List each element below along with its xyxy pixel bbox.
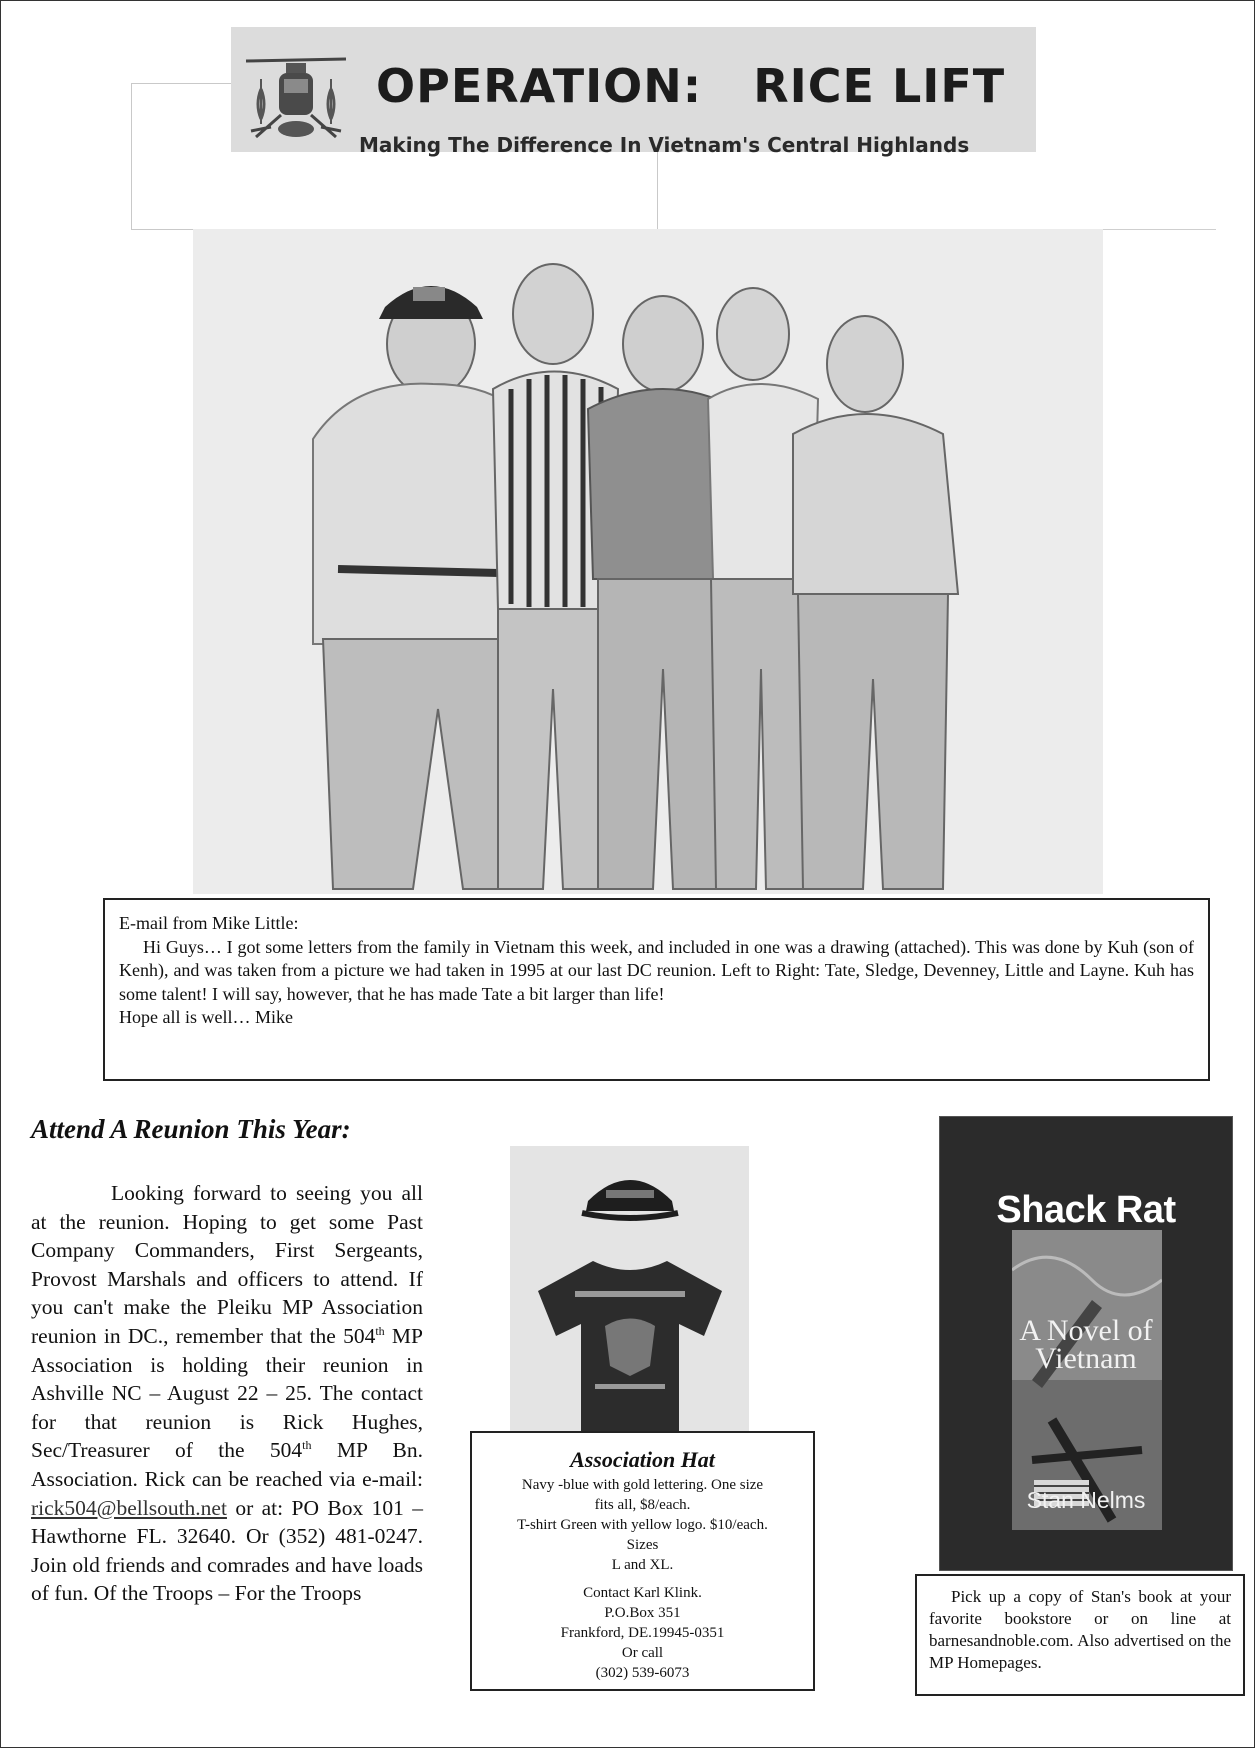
reunion-email-link[interactable]: rick504@bellsouth.net bbox=[31, 1495, 227, 1520]
book-caption-box: Pick up a copy of Stan's book at your favorite bookstore or on line at barnesandnoble.com. Also advertised on the MP Homepages. bbox=[915, 1574, 1245, 1696]
book-subtitle bbox=[940, 1314, 1232, 1375]
hat-line-3: T-shirt Green with yellow logo. $10/each. bbox=[517, 1517, 768, 1533]
book-author: Stan Nelms bbox=[1026, 1487, 1146, 1513]
email-heading: E-mail from Mike Little: bbox=[119, 913, 299, 933]
newsletter-title: OPERATION: RICE LIFT bbox=[376, 59, 1006, 113]
email-note-box bbox=[103, 898, 1210, 1081]
newsletter-subtitle: Making The Difference In Vietnam's Central Highlands bbox=[359, 133, 970, 157]
email-body: Hi Guys… I got some letters from the family in Vietnam this week, and included in one was a drawing (attached). This was done by Kuh (son of Kenh), and was taken from a picture we had taken in 1995 at our last DC reunion. Left to Right: Tate, Sledge, Devenney, Little and Layne. Kuh has some talent! I will say, however, that he has made Tate a bit larger than life! bbox=[119, 936, 1194, 1004]
book-cover-art-icon bbox=[1012, 1230, 1162, 1530]
association-hat-box bbox=[470, 1431, 815, 1691]
helicopter-wheat-logo-icon bbox=[241, 49, 351, 159]
email-closing: Hope all is well… Mike bbox=[119, 1007, 293, 1027]
reunion-heading: Attend A Reunion This Year: bbox=[31, 1114, 351, 1144]
hat-line-4: Sizes bbox=[626, 1537, 659, 1553]
reunion-article bbox=[31, 1179, 423, 1608]
reunion-sup-1: th bbox=[375, 1323, 385, 1338]
reunion-text-2: MP Association is holding their reunion in Ashville NC – August 22 – 25. The contact for that reunion is Rick Hughes, Sec/Treasurer of the 504 bbox=[31, 1323, 423, 1463]
book-subtitle-line-1: A Novel of bbox=[1019, 1314, 1153, 1347]
hat-line-1: Navy -blue with gold lettering. One size bbox=[521, 1477, 764, 1493]
hat-contact-3: Frankford, DE.19945-0351 bbox=[560, 1625, 725, 1641]
book-cover bbox=[939, 1116, 1233, 1571]
hat-and-tshirt-photo-icon bbox=[510, 1146, 749, 1431]
reunion-text-3: MP Bn. Association. Rick can be reached via e-mail: bbox=[31, 1438, 424, 1491]
pencil-drawing-five-men-icon bbox=[193, 229, 1103, 894]
hat-gap bbox=[482, 1575, 803, 1583]
hat-line-5: L and XL. bbox=[611, 1557, 674, 1573]
reunion-sup-2: th bbox=[302, 1438, 312, 1453]
hat-contact-4: Or call bbox=[621, 1645, 664, 1661]
hat-contact-1: Contact Karl Klink. bbox=[583, 1585, 702, 1601]
hat-title: Association Hat bbox=[570, 1447, 715, 1472]
hat-contact-5: (302) 539-6073 bbox=[595, 1665, 690, 1681]
reunion-text-4: or at: PO Box 101 – Hawthorne FL. 32640. Or (352) 481-0247. Join old friends and comrades and have loads of fun. Of the Troops – For the Troops bbox=[31, 1495, 423, 1606]
reunion-text-1: Looking forward to seeing you all at the reunion. Hoping to get some Past Company Commanders, First Sergeants, Provost Marshals and officers to attend. If you can't make the Pleiku MP Association reunion in DC., remember that the 504 bbox=[31, 1181, 423, 1348]
hat-contact-2: P.O.Box 351 bbox=[604, 1605, 681, 1621]
book-subtitle-line-2: Vietnam bbox=[1035, 1342, 1137, 1375]
book-title: Shack Rat bbox=[996, 1189, 1176, 1231]
hat-line-2: fits all, $8/each. bbox=[594, 1497, 691, 1513]
